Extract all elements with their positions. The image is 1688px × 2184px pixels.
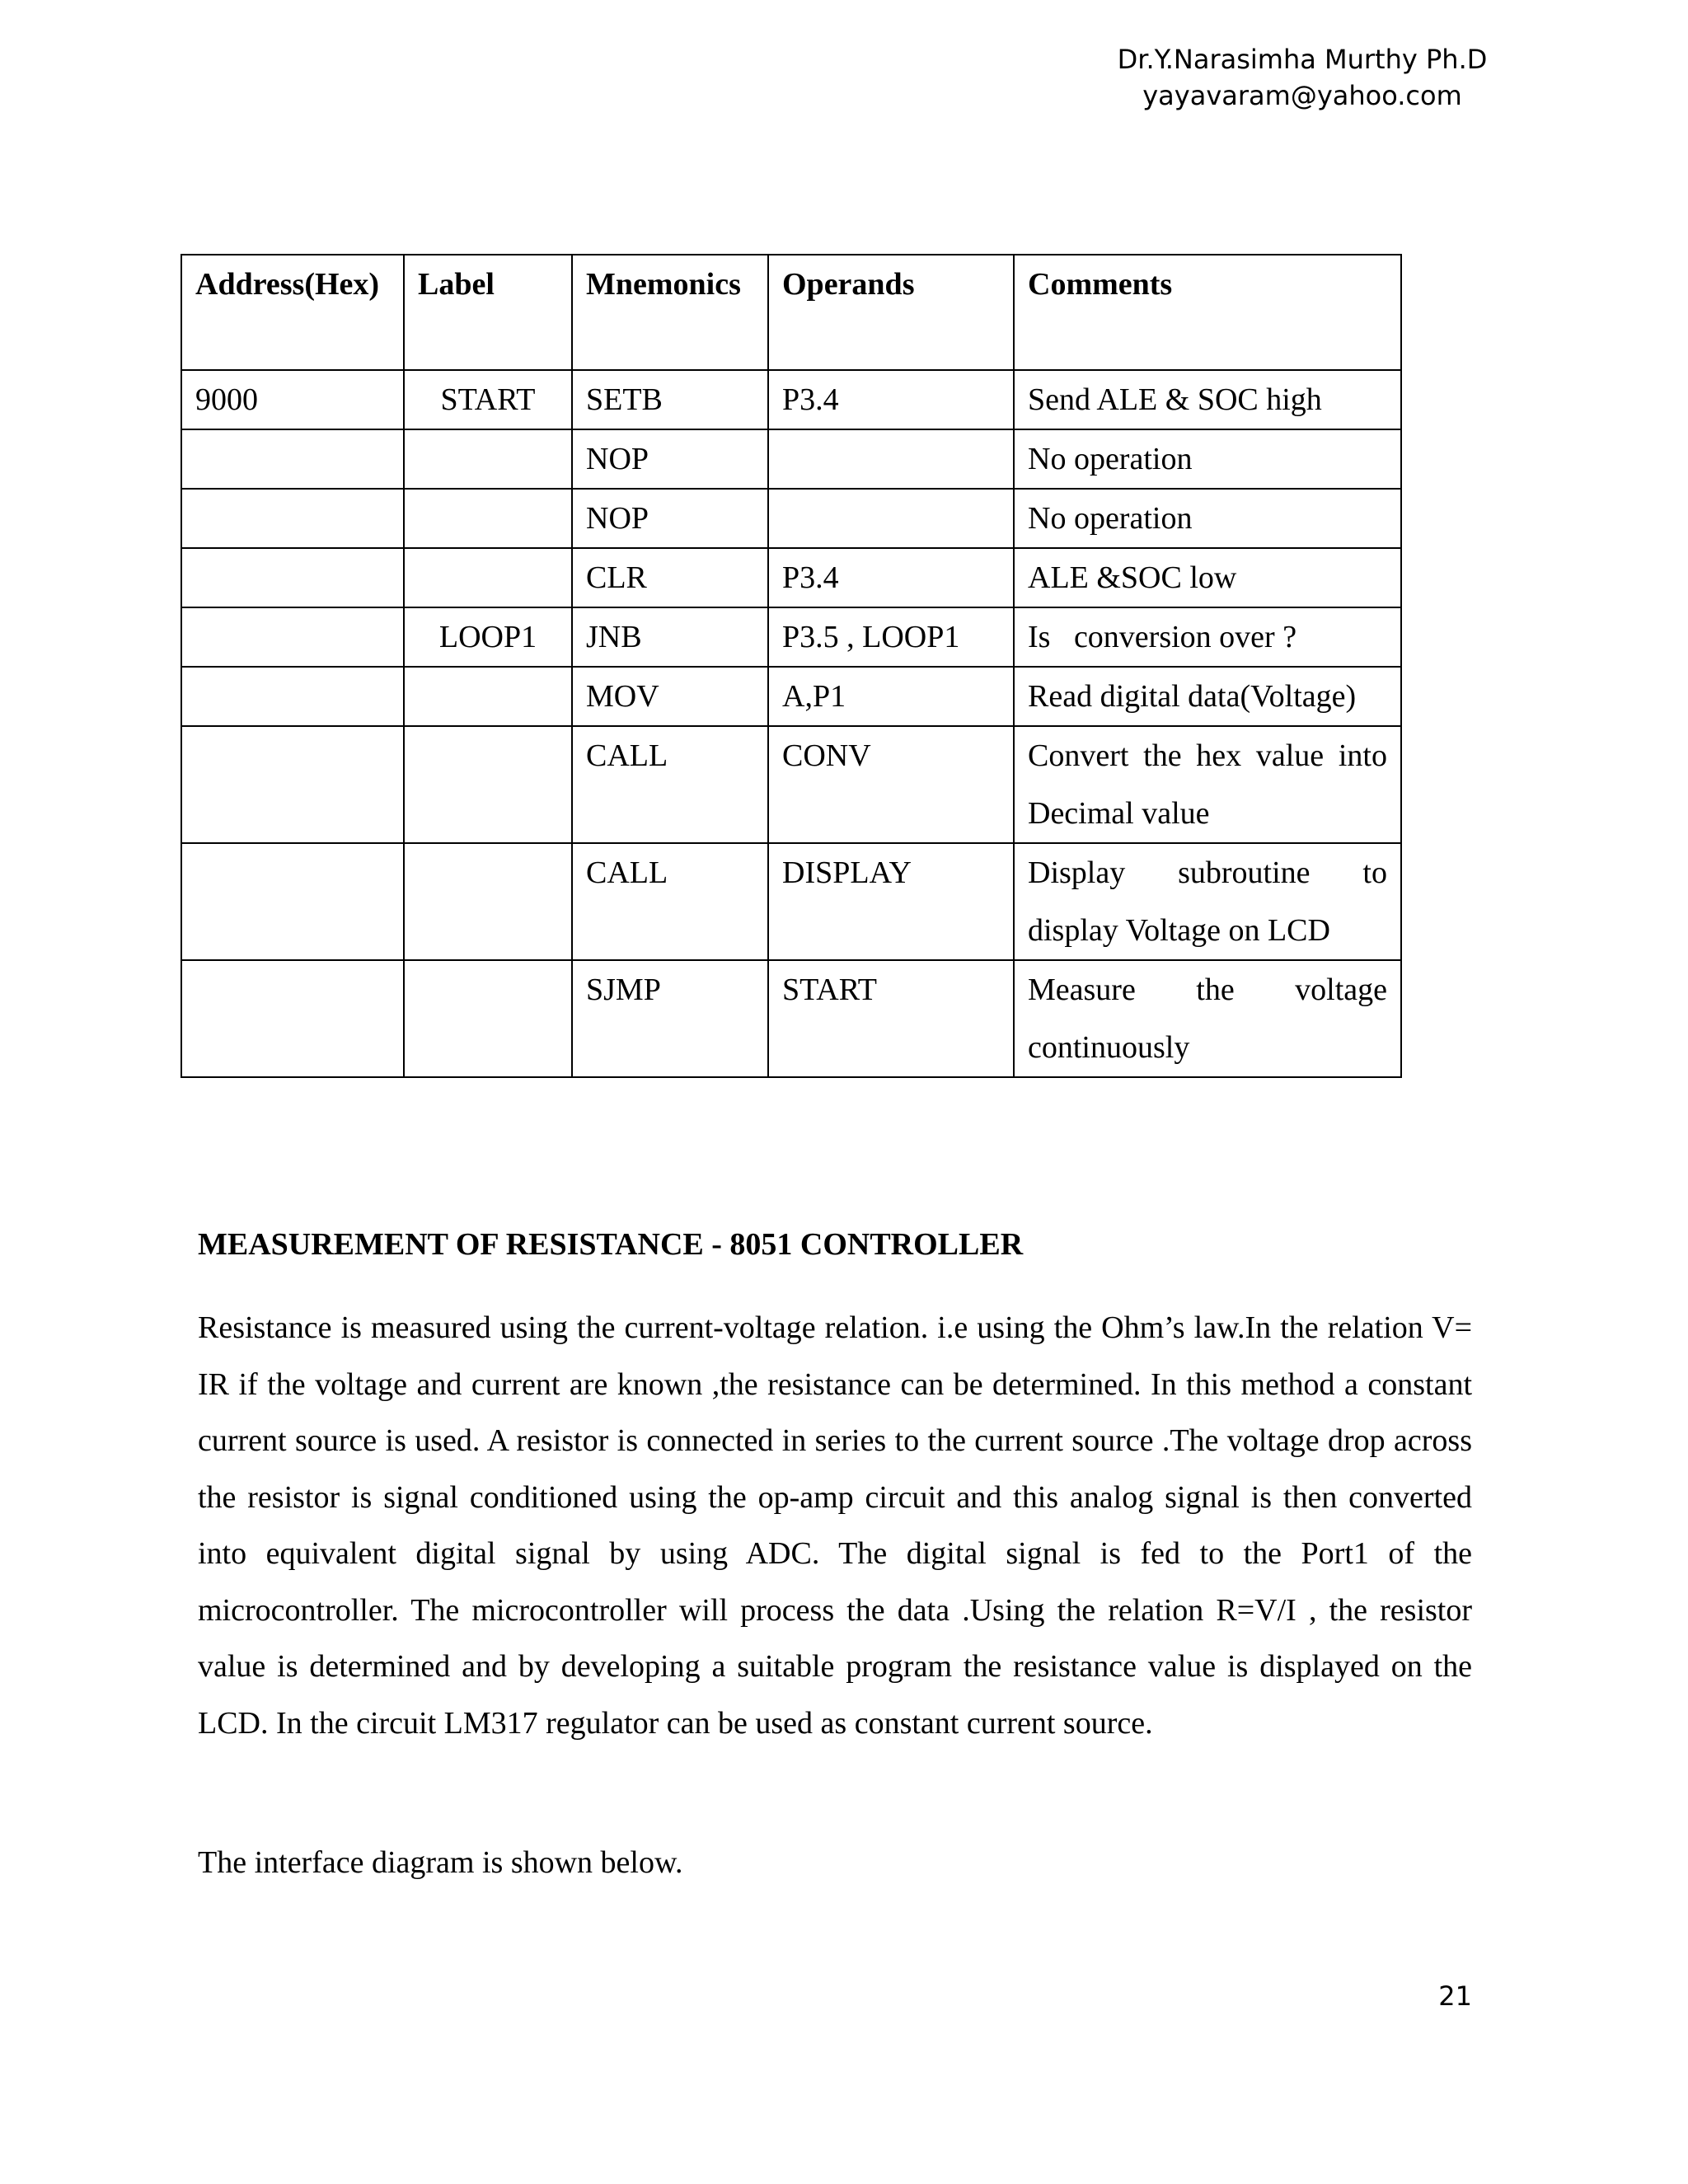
program-table [181, 254, 1402, 1078]
cell-label [404, 489, 572, 548]
cell-label [404, 843, 572, 960]
page-number: 21 [1438, 1980, 1472, 2012]
cell-mnemonic: JNB [572, 607, 768, 667]
cell-operands: DISPLAY [768, 843, 1014, 960]
cell-address [181, 489, 404, 548]
cell-operands: CONV [768, 726, 1014, 843]
cell-mnemonic: CLR [572, 548, 768, 607]
cell-label [404, 429, 572, 489]
cell-address [181, 726, 404, 843]
table-header-row [181, 255, 1401, 370]
column-header-operands: Operands [768, 255, 1014, 370]
cell-mnemonic: MOV [572, 667, 768, 726]
body-paragraph: Resistance is measured using the current-voltage relation. i.e using the Ohm’s law.In the relation V= IR if the voltage and current are known ,the resistance can be determined. In this method a constant current source is used. A resistor is connected in series to the current source .The voltage drop across the resistor is signal conditioned using the op-amp circuit and this analog signal is then converted into equivalent digital signal by using ADC. The digital signal is fed to the Port1 of the microcontroller. The microcontroller will process the data .Using the relation R=V/I , the resistor value is determined and by developing a suitable program the resistance value is displayed on the LCD. In the circuit LM317 regulator can be used as constant current source. [198, 1310, 1472, 1741]
cell-address [181, 548, 404, 607]
cell-operands [768, 489, 1014, 548]
cell-operands: P3.4 [768, 370, 1014, 429]
table-row [181, 607, 1401, 667]
cell-label: START [404, 370, 572, 429]
cell-comment: ALE &SOC low [1014, 548, 1401, 607]
cell-comment: Measure the voltage continuously [1014, 960, 1401, 1077]
table-row [181, 548, 1401, 607]
cell-operands: P3.4 [768, 548, 1014, 607]
cell-comment: No operation [1014, 429, 1401, 489]
table-row [181, 960, 1401, 1077]
cell-label [404, 960, 572, 1077]
table-row [181, 843, 1401, 960]
cell-operands: START [768, 960, 1014, 1077]
cell-address [181, 607, 404, 667]
table-row [181, 726, 1401, 843]
cell-mnemonic: CALL [572, 843, 768, 960]
cell-address [181, 843, 404, 960]
cell-operands: P3.5 , LOOP1 [768, 607, 1014, 667]
column-header-comments: Comments [1014, 255, 1401, 370]
table-row [181, 370, 1401, 429]
cell-label [404, 548, 572, 607]
cell-comment: No operation [1014, 489, 1401, 548]
table-row [181, 489, 1401, 548]
cell-address: 9000 [181, 370, 404, 429]
cell-comment: Convert the hex value into Decimal value [1014, 726, 1401, 843]
cell-address [181, 429, 404, 489]
diagram-note: The interface diagram is shown below. [198, 1845, 683, 1880]
author-email: yayavaram@yahoo.com [1142, 80, 1462, 111]
table-row [181, 667, 1401, 726]
cell-address [181, 960, 404, 1077]
table-row [181, 429, 1401, 489]
column-header-address: Address(Hex) [181, 255, 404, 370]
cell-mnemonic: SETB [572, 370, 768, 429]
cell-mnemonic: NOP [572, 429, 768, 489]
cell-operands: A,P1 [768, 667, 1014, 726]
cell-comment: Display subroutine to display Voltage on LCD [1014, 843, 1401, 960]
cell-label [404, 667, 572, 726]
cell-mnemonic: CALL [572, 726, 768, 843]
cell-comment: Send ALE & SOC high [1014, 370, 1401, 429]
column-header-label: Label [404, 255, 572, 370]
section-heading: MEASUREMENT OF RESISTANCE - 8051 CONTROLLER [198, 1227, 1024, 1262]
cell-mnemonic: SJMP [572, 960, 768, 1077]
cell-label [404, 726, 572, 843]
cell-comment: Read digital data(Voltage) [1014, 667, 1401, 726]
cell-label: LOOP1 [404, 607, 572, 667]
page-header [1104, 41, 1500, 114]
column-header-mnemonics: Mnemonics [572, 255, 768, 370]
cell-mnemonic: NOP [572, 489, 768, 548]
cell-operands [768, 429, 1014, 489]
cell-address [181, 667, 404, 726]
author-name: Dr.Y.Narasimha Murthy Ph.D [1117, 44, 1488, 75]
cell-comment: Is conversion over ? [1014, 607, 1401, 667]
